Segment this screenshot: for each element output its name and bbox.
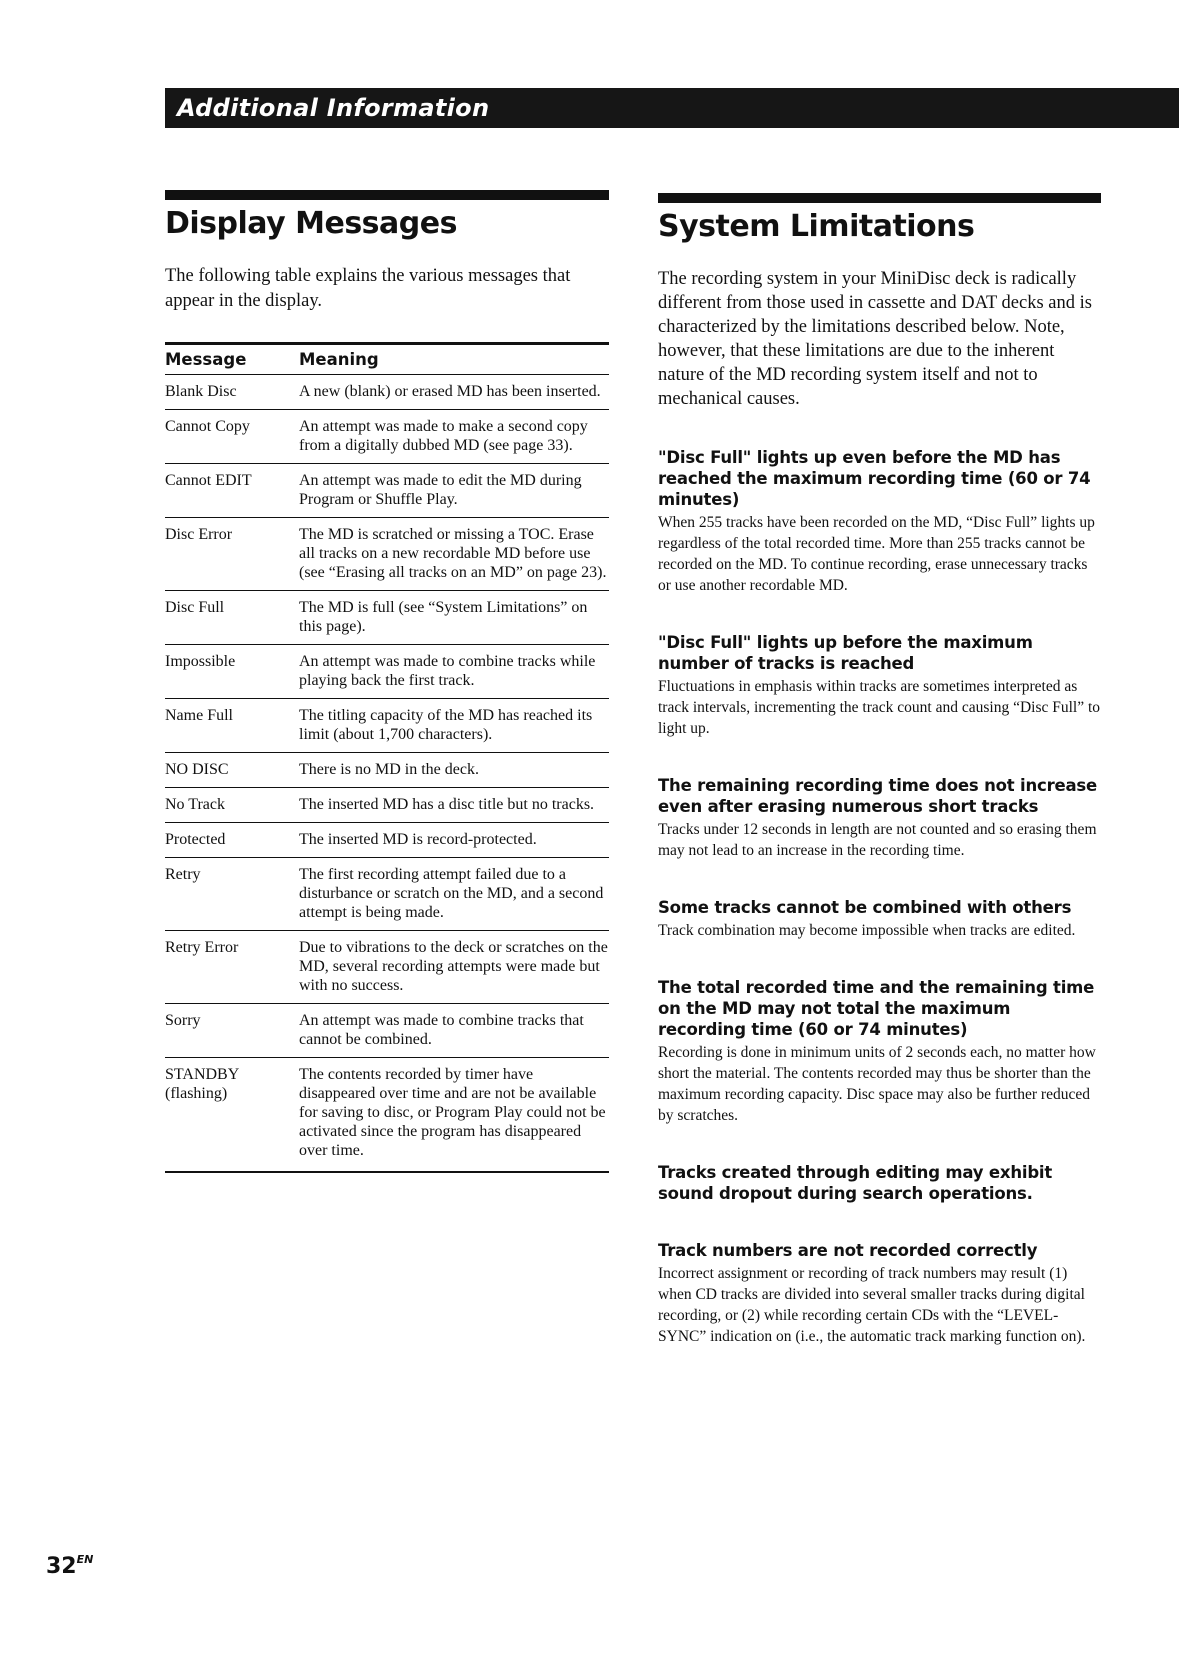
section-banner: [165, 88, 1179, 128]
limitation-heading: Track numbers are not recorded correctly: [658, 1241, 1038, 1260]
system-limitations-intro: The recording system in your MiniDisc deck is radically different from those used in cassette and DAT decks and is characterized by the limitations described below. Note, however, that these limitations are due to the inherent nature of the MD recording system itself and not to mechanical causes.: [658, 269, 1092, 409]
limitation-heading: The remaining recording time does not increase even after erasing numerous short tracks: [658, 776, 1098, 816]
table-row: [165, 518, 609, 591]
table-row: [165, 823, 609, 858]
display-messages-section: [165, 190, 609, 1173]
limitation-heading: "Disc Full" lights up even before the MD has reached the maximum recording time (60 or 74 minutes): [658, 448, 1091, 509]
message-cell: Disc Full: [165, 591, 299, 645]
limitation-heading: Tracks created through editing may exhibit sound dropout during search operations.: [658, 1163, 1053, 1203]
table-row: [165, 410, 609, 464]
meaning-cell: The first recording attempt failed due to a disturbance or scratch on the MD, and a second attempt is being made.: [299, 858, 609, 931]
meaning-cell: The inserted MD is record-protected.: [299, 823, 609, 858]
meaning-cell: An attempt was made to make a second copy from a digitally dubbed MD (see page 33).: [299, 410, 609, 464]
limitation-body: When 255 tracks have been recorded on the MD, “Disc Full” lights up regardless of the total recorded time. More than 255 tracks cannot be recorded on the MD. To continue recording, erase unnecessary tracks or use another recordable MD.: [658, 514, 1095, 594]
message-cell: Impossible: [165, 645, 299, 699]
messages-table: [165, 342, 609, 1173]
message-cell: Sorry: [165, 1004, 299, 1058]
meaning-cell: The titling capacity of the MD has reached its limit (about 1,700 characters).: [299, 699, 609, 753]
limitation-body: Tracks under 12 seconds in length are not counted and so erasing them may not lead to an increase in the recording time.: [658, 821, 1097, 859]
system-limitations-title: System Limitations: [658, 209, 975, 244]
meaning-cell: The inserted MD has a disc title but no tracks.: [299, 788, 609, 823]
table-row: [165, 645, 609, 699]
message-cell: Retry: [165, 858, 299, 931]
meaning-cell: There is no MD in the deck.: [299, 753, 609, 788]
meaning-cell: The MD is scratched or missing a TOC. Erase all tracks on a new recordable MD before use (see “Erasing all tracks on an MD” on page 23).: [299, 518, 609, 591]
meaning-cell: An attempt was made to combine tracks that cannot be combined.: [299, 1004, 609, 1058]
limitation-heading: The total recorded time and the remaining time on the MD may not total the maximum recording time (60 or 74 minutes): [658, 978, 1095, 1039]
table-row: [165, 1004, 609, 1058]
message-cell: Protected: [165, 823, 299, 858]
meaning-cell: The contents recorded by timer have disappeared over time and are not be available for saving to disc, or Program Play could not be activated since the program has disappeared over time.: [299, 1058, 609, 1173]
limitation-item: [658, 1162, 1101, 1204]
limitation-heading: Some tracks cannot be combined with others: [658, 898, 1072, 917]
message-cell: STANDBY (flashing): [165, 1058, 299, 1173]
table-row: [165, 858, 609, 931]
messages-table-body: [165, 375, 609, 1173]
meaning-cell: The MD is full (see “System Limitations” on this page).: [299, 591, 609, 645]
meaning-cell: An attempt was made to combine tracks while playing back the first track.: [299, 645, 609, 699]
limitation-item: [658, 632, 1101, 739]
column-header-meaning: Meaning: [299, 344, 609, 375]
table-row: [165, 375, 609, 410]
table-row: [165, 1058, 609, 1173]
message-cell: NO DISC: [165, 753, 299, 788]
limitation-item: [658, 897, 1101, 941]
message-cell: Cannot EDIT: [165, 464, 299, 518]
meaning-cell: A new (blank) or erased MD has been inserted.: [299, 375, 609, 410]
message-cell: Blank Disc: [165, 375, 299, 410]
table-row: [165, 464, 609, 518]
message-cell: No Track: [165, 788, 299, 823]
table-row: [165, 931, 609, 1004]
table-row: [165, 591, 609, 645]
limitation-body: Recording is done in minimum units of 2 seconds each, no matter how short the material. The contents recorded may thus be shorter than the maximum recording capacity. Disc space may also be further reduced by scratches.: [658, 1044, 1096, 1124]
system-limitations-section: [658, 193, 1101, 1347]
limitation-item: [658, 447, 1101, 596]
limitation-item: [658, 1240, 1101, 1347]
limitation-item: [658, 977, 1101, 1126]
section-rule: [658, 193, 1101, 203]
message-cell: Disc Error: [165, 518, 299, 591]
limitation-heading: "Disc Full" lights up before the maximum number of tracks is reached: [658, 633, 1033, 673]
section-rule: [165, 190, 609, 200]
page-number-suffix: EN: [76, 1553, 94, 1566]
banner-title: Additional Information: [177, 94, 490, 122]
table-row: [165, 788, 609, 823]
message-cell: Retry Error: [165, 931, 299, 1004]
limitation-body: Track combination may become impossible when tracks are edited.: [658, 922, 1076, 939]
page-number-value: 32: [46, 1554, 77, 1579]
limitation-item: [658, 775, 1101, 861]
message-cell: Cannot Copy: [165, 410, 299, 464]
table-row: [165, 753, 609, 788]
limitations-list: [658, 447, 1101, 1347]
table-row: [165, 699, 609, 753]
meaning-cell: An attempt was made to edit the MD during Program or Shuffle Play.: [299, 464, 609, 518]
limitation-body: Incorrect assignment or recording of track numbers may result (1) when CD tracks are divided into several smaller tracks during digital recording, or (2) while recording certain CDs with the “LEVEL-SYNC” indication on (i.e., the automatic track marking function on).: [658, 1265, 1086, 1345]
column-header-message: Message: [165, 344, 299, 375]
display-messages-intro: The following table explains the various messages that appear in the display.: [165, 266, 571, 311]
limitation-body: Fluctuations in emphasis within tracks are sometimes interpreted as track intervals, incrementing the track count and causing “Disc Full” to light up.: [658, 678, 1101, 737]
meaning-cell: Due to vibrations to the deck or scratches on the MD, several recording attempts were made but with no success.: [299, 931, 609, 1004]
message-cell: Name Full: [165, 699, 299, 753]
table-header-row: [165, 344, 609, 375]
display-messages-title: Display Messages: [165, 206, 457, 241]
page-number: [46, 1553, 93, 1579]
